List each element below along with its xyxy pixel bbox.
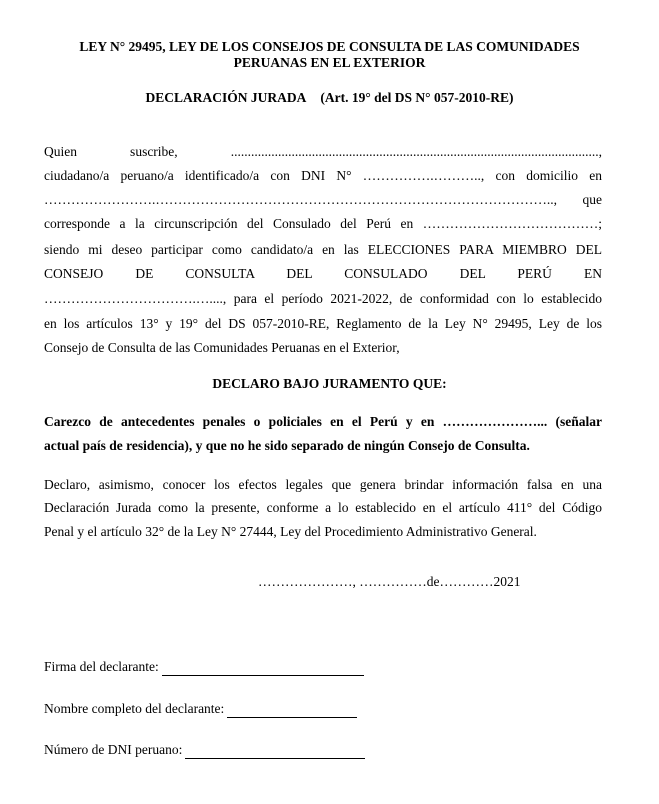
paragraph-1-line-3: …………………….…………………………………………………………………………….., que [44, 192, 602, 207]
paragraph-1-line-6: CONSEJO DE CONSULTA DEL CONSULADO DEL PERÚ EN [44, 266, 602, 281]
paragraph-2-line-2: actual país de residencia), y que no he sido separado de ningún Consejo de Consulta. [44, 438, 530, 453]
signature-line[interactable] [162, 661, 364, 676]
signature-label: Firma del declarante: [44, 659, 159, 674]
declaration-title-text: DECLARACIÓN JURADA [145, 90, 307, 105]
paragraph-1-line-5: siendo mi deseo participar como candidato/a en las ELECCIONES PARA MIEMBRO DEL [44, 242, 602, 257]
dni-label: Número de DNI peruano: [44, 742, 183, 757]
date-line: …………………, ……………de…………2021 [258, 574, 521, 589]
paragraph-1-line-8: en los artículos 13° y 19° del DS 057-2010-RE, Reglamento de la Ley N° 29495, Ley de los [44, 316, 602, 331]
paragraph-1-line-1: Quien suscribe, ............................................................................................................., [44, 144, 602, 159]
declaration-reference: (Art. 19° del DS N° 057-2010-RE) [320, 90, 514, 105]
oath-heading: DECLARO BAJO JURAMENTO QUE: [212, 376, 447, 391]
paragraph-1-line-7: …………………………….…...., para el período 2021-2022, de conformidad con lo establecido [44, 291, 602, 306]
paragraph-3-line-2: Declaración Jurada como la presente, conforme a lo establecido en el artículo 411° del Código [44, 500, 602, 515]
paragraph-1-line-2: ciudadano/a peruano/a identificado/a con DNI N° …………….……….., con domicilio en [44, 168, 602, 183]
full-name-label: Nombre completo del declarante: [44, 701, 225, 716]
paragraph-3-line-3: Penal y el artículo 32° de la Ley N° 27444, Ley del Procedimiento Administrativo General. [44, 524, 537, 539]
dni-row [44, 741, 365, 759]
law-title [40, 39, 619, 71]
full-name-line[interactable] [227, 703, 357, 718]
full-name-row [44, 700, 357, 718]
paragraph-1-line-9: Consejo de Consulta de las Comunidades Peruanas en el Exterior, [44, 340, 400, 355]
paragraph-2-line-1: Carezco de antecedentes penales o policiales en el Perú y en …………………... (señalar [44, 414, 602, 429]
paragraph-1-line-4: corresponde a la circunscripción del Consulado del Perú en …………………………………; [44, 216, 602, 231]
dni-line[interactable] [185, 744, 365, 759]
law-title-line-2: PERUANAS EN EL EXTERIOR [233, 55, 426, 70]
law-title-line-1: LEY N° 29495, LEY DE LOS CONSEJOS DE CONSULTA DE LAS COMUNIDADES [79, 39, 580, 54]
declaration-title [40, 90, 619, 106]
paragraph-3-line-1: Declaro, asimismo, conocer los efectos legales que genera brindar información falsa en una [44, 477, 602, 492]
signature-row [44, 658, 364, 676]
